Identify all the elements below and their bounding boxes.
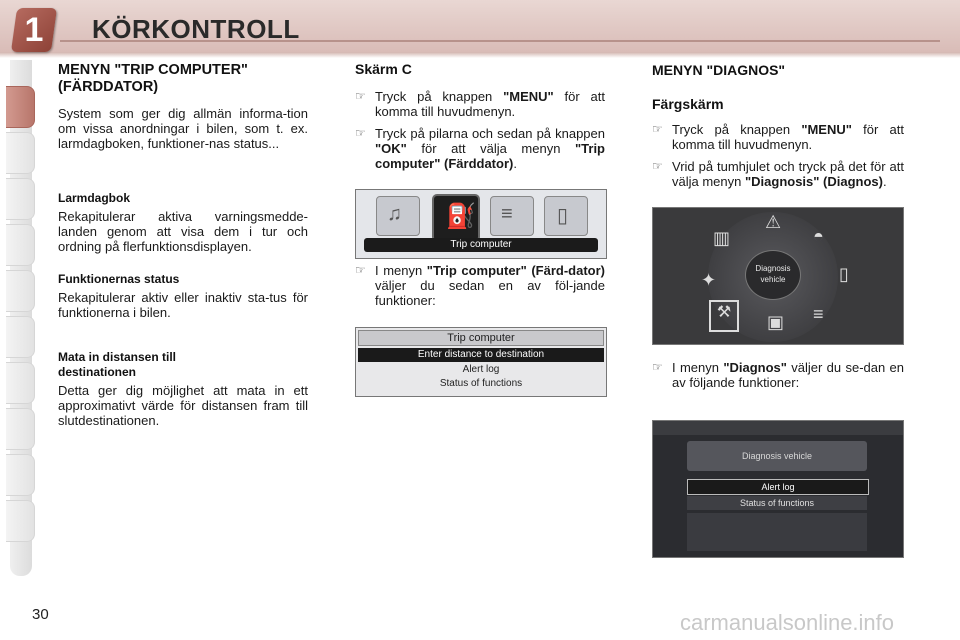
trip-computer-submenu xyxy=(355,327,607,397)
submenu-item[interactable]: Status of functions xyxy=(439,378,523,389)
side-tab[interactable] xyxy=(6,500,35,542)
function-status-text: Rekapitulerar aktiv eller inaktiv sta-tus för funktionerna i bilen. xyxy=(58,290,308,320)
instruction-text: . xyxy=(513,156,517,171)
instruction-menu: "Trip computer" (Färd-dator) xyxy=(426,263,606,278)
book-icon: ▥ xyxy=(713,228,731,248)
instruction-key: "MENU" xyxy=(801,122,852,137)
instruction-menu: "Diagnosis" (Diagnos) xyxy=(744,174,883,189)
screen-c-main-menu xyxy=(355,189,607,259)
side-tab[interactable] xyxy=(6,362,35,404)
page-title: KÖRKONTROLL xyxy=(92,14,300,44)
warning-icon: ⚠ xyxy=(765,212,782,232)
screen-c-title: Skärm C xyxy=(355,61,412,77)
instruction-text: I menyn xyxy=(672,360,724,375)
fuel-pump-icon: ⛽ xyxy=(432,194,480,242)
instruction-text: väljer du sedan en av föl-jande funktioner: xyxy=(375,278,605,308)
column-screen-c xyxy=(355,62,605,178)
dial-center-label: Diagnosis vehicle xyxy=(745,250,801,300)
column-screen-c-cont xyxy=(355,263,605,315)
phone-icon: ▯ xyxy=(544,196,588,236)
navigation-icon: ✦ xyxy=(701,270,717,290)
submenu-title: Diagnosis vehicle xyxy=(687,441,867,471)
instruction-item xyxy=(652,159,904,189)
instruction-text: Tryck på pilarna och sedan på knappen xyxy=(375,126,605,141)
submenu-item[interactable]: Status of functions xyxy=(687,496,867,510)
radio-icon: ▣ xyxy=(767,312,785,332)
car-icon: ◓ xyxy=(813,226,824,246)
instruction-text: väljer du se-dan en av följande funktioner: xyxy=(672,360,905,390)
subheading-alert-log: Larmdagbok xyxy=(58,191,131,205)
instruction-text: Tryck på knappen xyxy=(672,122,802,137)
submenu-item-selected[interactable]: Enter distance to destination xyxy=(358,348,604,362)
submenu-item[interactable]: Alert log xyxy=(462,364,500,375)
section-title: MENYN "TRIP COMPUTER" (FÄRDDATOR) xyxy=(58,62,248,95)
diagnosis-dial-screen xyxy=(652,207,904,345)
side-tab[interactable] xyxy=(6,270,35,312)
subheading-distance: Mata in distansen till destinationen xyxy=(58,350,177,379)
chapter-number: 1 xyxy=(24,11,44,49)
settings-icon: ≡ xyxy=(813,304,824,324)
settings-sliders-icon: ≡ xyxy=(490,196,534,236)
instruction-text: Vrid på tumhjulet och tryck på det för att välja menyn xyxy=(672,159,904,189)
screen-c-selected-label: Trip computer xyxy=(364,238,598,252)
side-tab-active[interactable] xyxy=(6,86,35,128)
instruction-text: . xyxy=(883,174,887,189)
phone-icon: ▯ xyxy=(839,264,849,284)
submenu-title: Trip computer xyxy=(358,330,604,346)
instruction-key: "MENU" xyxy=(503,89,554,104)
submenu-item-selected[interactable]: Alert log xyxy=(687,479,869,495)
pointing-hand-icon: ☞ xyxy=(652,159,663,173)
alert-log-text: Rekapitulerar aktiva varningsmedde-landen genom att visa dem i tur och ordning på flerfunktionsdisplayen. xyxy=(58,209,308,254)
distance-text: Detta ger dig möjlighet att mata in ett approximativt värde för distansen fram till slutdestinationen. xyxy=(58,383,308,428)
instruction-text: I menyn xyxy=(375,263,427,278)
instruction-item xyxy=(652,122,904,152)
subheading-function-status: Funktionernas status xyxy=(58,272,180,286)
page-number: 30 xyxy=(32,606,49,623)
pointing-hand-icon: ☞ xyxy=(355,89,366,103)
side-tab[interactable] xyxy=(6,224,35,266)
pointing-hand-icon: ☞ xyxy=(355,263,366,277)
pointing-hand-icon: ☞ xyxy=(652,360,663,374)
instruction-menu: "Diagnos" xyxy=(723,360,787,375)
submenu-empty-area xyxy=(687,513,867,551)
color-screen-subtitle: Färgskärm xyxy=(652,96,724,112)
pointing-hand-icon: ☞ xyxy=(355,126,366,140)
instruction-menu: "Trip computer" (Färddator) xyxy=(375,141,605,171)
pointing-hand-icon: ☞ xyxy=(652,122,663,136)
side-tab[interactable] xyxy=(6,454,35,496)
instruction-text: Tryck på knappen xyxy=(375,89,504,104)
instruction-text: för att komma till huvudmenyn. xyxy=(672,122,904,152)
instruction-item xyxy=(355,89,605,119)
instruction-text: för att komma till huvudmenyn. xyxy=(375,89,605,119)
side-tab[interactable] xyxy=(6,132,35,174)
column-trip-computer xyxy=(58,62,308,428)
intro-text: System som ger dig allmän informa-tion om vissa anordningar i bilen, som t. ex. larmdagboken, funktioner-nas status... xyxy=(58,106,308,151)
diagnosis-title: MENYN "DIAGNOS" xyxy=(652,62,786,78)
instruction-text: för att välja menyn xyxy=(406,141,575,156)
status-bar xyxy=(653,421,903,435)
side-tab[interactable] xyxy=(6,408,35,450)
footer-watermark: carmanualsonline.info xyxy=(680,610,895,635)
instruction-key: "OK" xyxy=(375,141,407,156)
column-diagnosis-cont xyxy=(652,360,904,397)
music-icon: ♫ xyxy=(376,196,420,236)
header-shadow xyxy=(0,52,960,58)
diagnosis-submenu-screen xyxy=(652,420,904,558)
side-tab[interactable] xyxy=(6,178,35,220)
instruction-item xyxy=(355,263,605,308)
side-tab[interactable] xyxy=(6,316,35,358)
instruction-item xyxy=(355,126,605,171)
tools-icon: ⚒ xyxy=(709,300,739,332)
instruction-item xyxy=(652,360,904,390)
column-diagnosis xyxy=(652,62,904,196)
